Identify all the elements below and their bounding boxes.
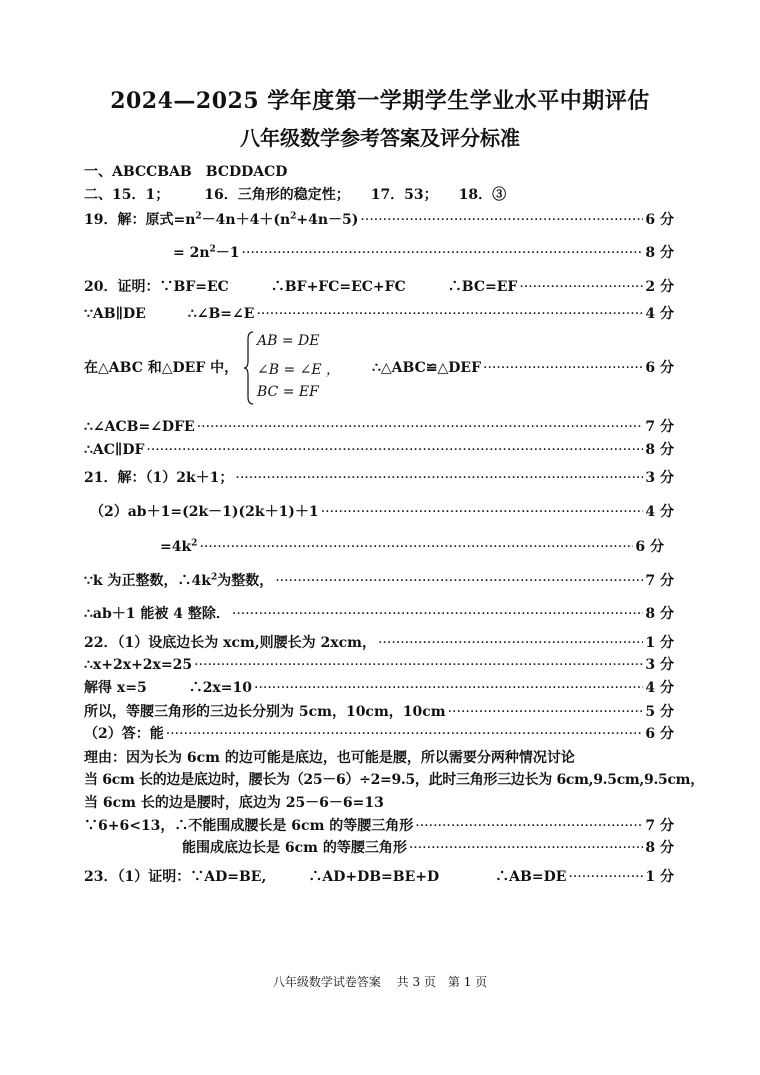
score: 1 分 (645, 869, 674, 885)
score: 4 分 (645, 680, 674, 696)
score: 7 分 (645, 419, 674, 435)
leader-dots (146, 441, 643, 459)
score: 8 分 (645, 245, 674, 261)
score: 4 分 (645, 504, 674, 520)
system-eq-1: AB = DE (257, 333, 320, 349)
leader-dots (448, 703, 644, 721)
system-eq-2: ∠B = ∠E ， (257, 362, 341, 378)
leader-dots (378, 634, 643, 652)
q22-line-1: 22．（1）设底边长为 xcm,则腰长为 2xcm， ····· 1 分 (84, 634, 674, 652)
q22-line-10: 能围成底边长是 6cm 的等腰三角形 ····· 8 分 (182, 839, 674, 857)
q22-line-3: 解得 x=5 ∴2x=10 ····· 4 分 (84, 679, 674, 697)
q20-line-3: ∴△ABC≌△DEF ····· 6 分 (372, 359, 674, 377)
answer-fill: 二、15．1； 16．三角形的稳定性； 17．53； 18．③ (84, 187, 507, 203)
q21-line-2: （2）ab＋1=(2k－1)(2k＋1)＋1 ····· 4 分 (90, 503, 674, 521)
q22-line-6: 理由：因为长为 6cm 的边可能是底边，也可能是腰，所以需要分两种情况讨论 (84, 750, 575, 766)
leader-dots (232, 605, 644, 623)
score: 6 分 (645, 726, 674, 742)
system-eq-3: BC = EF (257, 384, 319, 400)
score: 2 分 (645, 279, 674, 295)
q20-line-2: ∵AB∥DE ∴∠B=∠E ····· 4 分 (84, 305, 674, 323)
left-brace-icon (244, 331, 254, 405)
q19-line-1: 19．解：原式$=n^2-4n+4+(n^2+4n-5)$ ····· 6 分 (84, 211, 674, 229)
score: 7 分 (645, 573, 674, 589)
q21-line-1: 21．解：（1）2k＋1； ····· 3 分 (84, 469, 674, 487)
page-footer: 八年级数学试卷答案 共 3 页 第 1 页 (272, 975, 488, 989)
q20-line-4: ∴∠ACB=∠DFE ····· 7 分 (84, 418, 674, 436)
q22-line-4: 所以，等腰三角形的三边长分别为 5cm，10cm，10cm ····· 5 分 (84, 703, 674, 721)
score: 3 分 (645, 470, 674, 486)
score: 6 分 (645, 360, 674, 376)
document-subtitle: 八年级数学参考答案及评分标准 (240, 126, 520, 150)
score: 5 分 (645, 704, 674, 720)
leader-dots (256, 305, 643, 323)
leader-dots (199, 538, 633, 556)
score: 8 分 (645, 840, 674, 856)
score: 6 分 (645, 212, 674, 228)
score: 7 分 (645, 818, 674, 834)
q20-line-3-prefix: 在△ABC 和△DEF 中， (84, 360, 239, 376)
leader-dots (235, 469, 643, 487)
score: 3 分 (645, 657, 674, 673)
score: 1 分 (645, 635, 674, 651)
leader-dots (242, 244, 644, 262)
leader-dots (166, 725, 644, 743)
score: 8 分 (645, 442, 674, 458)
leader-dots (321, 503, 644, 521)
leader-dots (409, 839, 644, 857)
q19-line-2: = $2n^2-1$ ····· 8 分 (173, 244, 674, 262)
q20-line-5: ∴AC∥DF ····· 8 分 (84, 441, 674, 459)
leader-dots (415, 817, 643, 835)
score: 4 分 (645, 306, 674, 322)
q22-line-7: 当 6cm 长的边是底边时，腰长为（25－6）÷2=9.5，此时三角形三边长为 6cm,9.5cm,9.5cm， (84, 772, 704, 788)
score: 6 分 (635, 539, 664, 555)
document-title: 2024—2025 学年度第一学期学生学业水平中期评估 (110, 88, 650, 114)
q22-line-8: 当 6cm 长的边是腰时，底边为 25－6－6=13 (84, 795, 384, 811)
score: 8 分 (645, 606, 674, 622)
leader-dots (519, 278, 643, 296)
q23-line-1: 23．（1）证明：∵AD=BE, ∴AD+DB=BE+D ∴AB=DE ····· 1 分 (84, 868, 674, 886)
leader-dots (360, 211, 643, 229)
leader-dots (568, 868, 643, 886)
q22-line-5: （2）答：能 ····· 6 分 (84, 725, 674, 743)
leader-dots (197, 418, 644, 436)
leader-dots (483, 359, 643, 377)
leader-dots (194, 656, 643, 674)
q20-line-1: 20．证明：∵BF=EC ∴BF+FC=EC+FC ∴BC=EF ····· 2 分 (84, 278, 674, 296)
answer-choice: 一、ABCCBAB BCDDACD (84, 164, 288, 180)
q21-line-5: ∴ab＋1 能被 4 整除． ····· 8 分 (84, 605, 674, 623)
q22-line-9: ∵6+6<13，∴不能围成腰长是 6cm 的等腰三角形 ····· 7 分 (84, 817, 674, 835)
leader-dots (275, 572, 643, 590)
leader-dots (254, 679, 643, 697)
q21-line-4: ∵k 为正整数，$\therefore 4k^2$为整数， ····· 7 分 (84, 572, 674, 590)
q22-line-2: ∴x+2x+2x=25 ····· 3 分 (84, 656, 674, 674)
q21-line-3: $=4k^2$ ····· 6 分 (160, 538, 664, 556)
